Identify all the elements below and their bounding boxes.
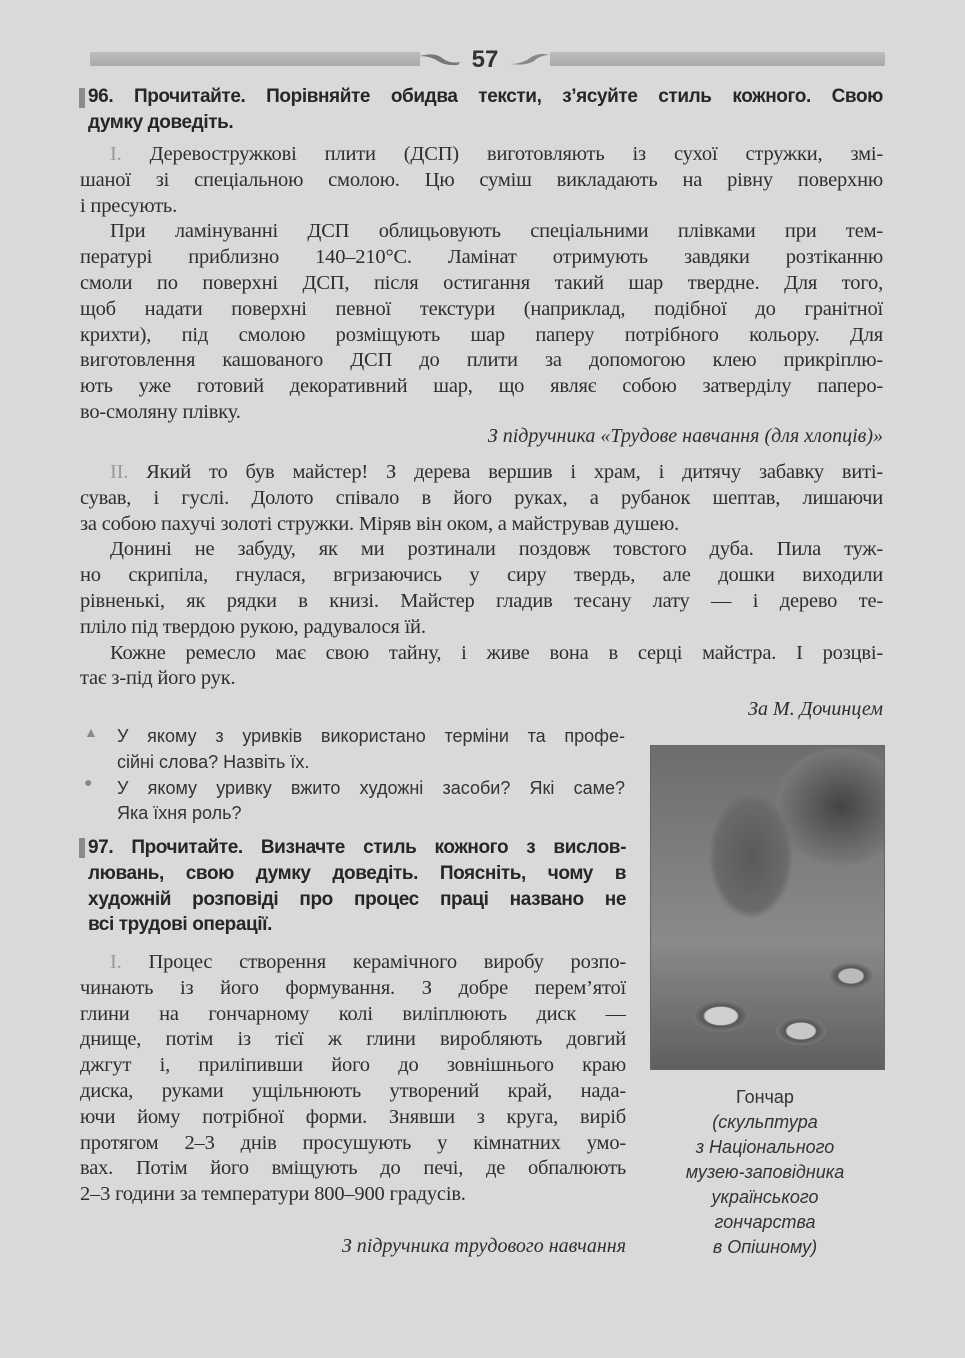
text-line: во-смоляну плівку. [80,400,241,423]
text-span: Який то був майстер! З дерева вершив і храм, і дитячу забавку виті- [128,461,883,483]
text-span: Процес створення керамічного виробу розпо- [121,951,626,973]
text-line [80,142,883,168]
text-line: 2–3 години за температури 800–900 градусів. [80,1183,466,1206]
exercise-96-questions [117,724,625,827]
text-span: Деревостружкові плити (ДСП) виготовляють із сухої стружки, змі- [121,143,883,165]
page-number: 57 [471,46,499,73]
text-line: шаної зі спеціальною смолою. Цю суміш викладають на рівну поверхню [80,168,883,191]
text-line: і пресують. [80,194,178,217]
text-line: пліло під твердою рукою, радувалося їй. [80,615,426,638]
text-line: всі трудові операції. [88,914,272,936]
text-line: вах. Потім його вміщують до печі, де обпалюють [80,1157,626,1180]
caption-line: українського [711,1187,819,1207]
exercise-96-text-2-source: За М. Дочинцем [748,698,883,720]
text-line: щоб надати поверхні певної текстури (наприклад, подібної до гранітної [80,297,883,320]
text-line: смоли по поверхні ДСП, після остигання такий шар твердне. Для того, [80,271,883,294]
exercise-96-text-1 [80,142,883,426]
caption-line: з Національного [695,1137,835,1157]
text-line: пературі приблизно 140–210°С. Ламінат отримують завдяки розтіканню [80,246,883,269]
exercise-96-text-1-source: З підручника «Трудове навчання (для хлопців)» [487,425,883,447]
caption-line: в Опішному) [712,1237,818,1257]
text-line: Донині не забуду, як ми розтинали поздовж товстого дуба. Пила туж- [110,538,883,561]
exercise-97-text-1-source: З підручника трудового навчання [341,1235,626,1257]
potter-sculpture-photo [650,745,885,1070]
text-line: глини на гончарному колі виліплюють диск — [80,1002,626,1025]
exercise-97-task [88,835,626,938]
text-line: У якому уривку вжито художні засоби? Які саме? [117,777,625,798]
exercise-marker [79,838,85,858]
text-line [80,950,626,976]
section-numeral: I. [110,143,122,165]
text-line: ють уже готовий декоративний шар, що являє собою затверділу паперо- [80,375,883,398]
caption-title: Гончар [736,1087,794,1107]
photo-caption [655,1085,875,1260]
text-line: за собою пахучі золоті стружки. Міряв він оком, а майстрував душею. [80,512,679,535]
text-line: 97. Прочитайте. Визначте стиль кожного з вислов- [88,837,626,858]
text-line: При ламінуванні ДСП облицьовують спеціальними плівками при тем- [110,220,883,243]
text-line: Кожне ремесло має свою тайну, і живе вона в серці майстра. І розцві- [110,641,883,664]
exercise-97-text-1 [80,950,626,1208]
triangle-bullet-icon: ▲ [84,726,98,741]
section-numeral: II. [110,461,129,483]
page-number-badge [420,44,550,76]
text-line: 96. Прочитайте. Порівняйте обидва тексти, з’ясуйте стиль кожного. Свою [88,86,883,107]
text-line: джгут і, приліпивши його до зовнішнього краю [80,1054,626,1077]
text-line: рівненькі, як рядки в книзі. Майстер гладив тесану лату — і дерево те- [80,589,883,612]
text-line: но скрипіла, гнулася, вгризаючись у сиру твердь, але дошки виходили [80,564,883,587]
text-line: лювань, свою думку доведіть. Поясніть, чому в [88,862,626,884]
text-line: художній розповіді про процес праці названо не [88,888,626,910]
text-line: сійні слова? Назвіть їх. [117,751,310,772]
text-line: У якому з уривків використано терміни та профе- [117,726,625,746]
text-line: тає з-під його рук. [80,667,236,690]
text-line: чинають із його формування. З добре перем’ятої [80,976,626,999]
section-numeral: I. [110,951,122,973]
exercise-96-text-2 [80,460,883,692]
text-line: Яка їхня роль? [117,803,242,824]
text-line: диска, руками ущільнюють утворений край, нада- [80,1079,626,1102]
caption-line: гончарства [714,1212,816,1232]
exercise-96-task [88,84,883,136]
text-line [80,460,883,486]
text-line: виготовлення кашованого ДСП до плити за допомогою клею прикріплю- [80,349,883,372]
text-line: ючи йому потрібної форми. Знявши з круга, виріб [80,1105,626,1128]
text-line: протягом 2–3 днів просушують у кімнатних умо- [80,1131,626,1154]
exercise-marker [79,88,85,108]
circle-bullet-icon: ● [84,776,93,791]
left-ornament-icon [420,52,460,66]
caption-line: музею-заповідника [685,1162,845,1182]
text-line: думку доведіть. [88,111,234,133]
text-line: крихти), під смолою розміщують шар паперу потрібного кольору. Для [80,323,883,346]
caption-line: (скульптура [712,1112,818,1132]
text-line: днище, потім із тієї ж глини виробляють довгий [80,1028,626,1051]
text-line: сував, і гуслі. Долото співало в його руках, а рубанок шептав, лишаючи [80,486,883,509]
right-ornament-icon [510,52,550,66]
